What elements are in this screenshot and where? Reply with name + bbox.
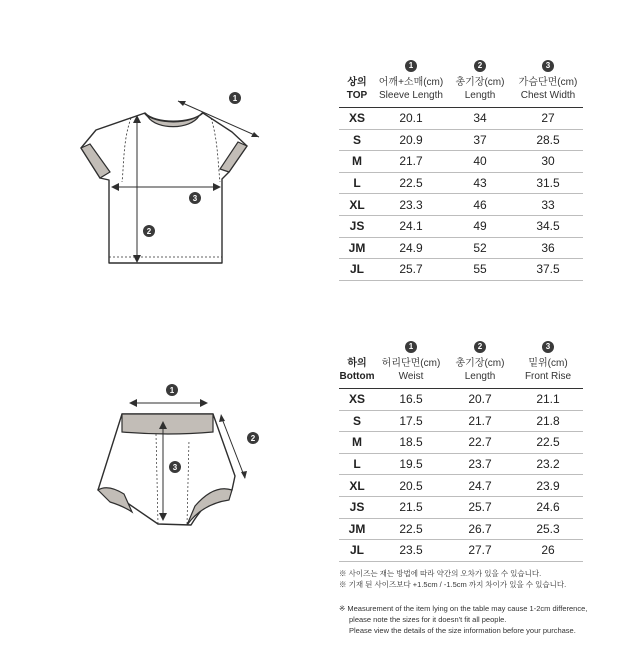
category-cell (339, 333, 375, 389)
value-cell: 18.5 (375, 432, 447, 454)
svg-text:3: 3 (172, 463, 178, 472)
bottom-table-header (339, 333, 583, 389)
size-cell: JM (339, 518, 375, 540)
table-row (339, 432, 583, 454)
column-header (513, 52, 583, 108)
value-cell: 40 (447, 151, 513, 173)
value-cell: 36 (513, 237, 583, 259)
value-cell: 49 (447, 215, 513, 237)
value-cell: 20.7 (447, 389, 513, 411)
table-row (339, 108, 583, 130)
marker-3-badge (169, 461, 181, 473)
value-cell: 22.5 (375, 172, 447, 194)
svg-text:2: 2 (250, 434, 256, 443)
size-cell: JS (339, 496, 375, 518)
value-cell: 24.7 (447, 475, 513, 497)
header-en: Chest Width (520, 90, 576, 101)
value-cell: 22.5 (513, 432, 583, 454)
note-line: ※ 기재 된 사이즈보다 +1.5cm / -1.5cm 까지 차이가 있을 수 있습니다. (339, 580, 567, 589)
value-cell: 26 (513, 540, 583, 562)
svg-text:1: 1 (232, 94, 238, 103)
table-row (339, 259, 583, 281)
note-line: ※ 사이즈는 재는 방법에 따라 약간의 오차가 있을 수 있습니다. (339, 569, 542, 578)
header-en: Length (464, 371, 496, 382)
korean-notes (339, 568, 566, 590)
top-table-header (339, 52, 583, 108)
arrowhead (241, 471, 247, 479)
arrowhead (200, 399, 208, 407)
value-cell: 22.5 (375, 518, 447, 540)
value-cell: 23.7 (447, 453, 513, 475)
value-cell: 21.7 (375, 151, 447, 173)
table-row (339, 172, 583, 194)
table-row (339, 129, 583, 151)
category-kr: 하의 (347, 358, 367, 369)
header-en: Weist (398, 371, 424, 382)
note-line: Please view the details of the size information before your purchase. (349, 626, 576, 635)
shorts-diagram (0, 330, 300, 630)
value-cell: 31.5 (513, 172, 583, 194)
note-line: please note the sizes for it doesn't fit all people. (349, 615, 507, 624)
table-row (339, 237, 583, 259)
value-cell: 28.5 (513, 129, 583, 151)
marker-2-badge (143, 225, 155, 237)
column-header (447, 52, 513, 108)
english-notes (339, 603, 587, 636)
column-header (375, 52, 447, 108)
table-row (339, 215, 583, 237)
column-header (513, 333, 583, 389)
value-cell: 55 (447, 259, 513, 281)
value-cell: 37 (447, 129, 513, 151)
table-row (339, 453, 583, 475)
table-row (339, 540, 583, 562)
value-cell: 21.5 (375, 496, 447, 518)
number-badge: 1 (405, 60, 417, 72)
number-badge: 3 (542, 60, 554, 72)
value-cell: 23.3 (375, 194, 447, 216)
table-row (339, 475, 583, 497)
value-cell: 24.6 (513, 496, 583, 518)
table-row (339, 496, 583, 518)
size-cell: XL (339, 475, 375, 497)
number-badge: 1 (405, 341, 417, 353)
number-badge: 2 (474, 60, 486, 72)
value-cell: 43 (447, 172, 513, 194)
size-cell: XS (339, 108, 375, 130)
value-cell: 46 (447, 194, 513, 216)
header-en: Sleeve Length (379, 90, 443, 101)
top-size-table (339, 52, 583, 281)
bottom-size-table (339, 333, 583, 562)
size-cell: XL (339, 194, 375, 216)
marker-1-badge (229, 92, 241, 104)
waistband (122, 414, 213, 434)
value-cell: 20.1 (375, 108, 447, 130)
value-cell: 19.5 (375, 453, 447, 475)
table-row (339, 151, 583, 173)
table-row (339, 389, 583, 411)
size-cell: JL (339, 259, 375, 281)
size-cell: M (339, 151, 375, 173)
value-cell: 34.5 (513, 215, 583, 237)
header-kr: 총기장(cm) (455, 77, 505, 88)
value-cell: 17.5 (375, 410, 447, 432)
category-kr: 상의 (347, 77, 367, 88)
size-cell: L (339, 172, 375, 194)
size-cell: S (339, 129, 375, 151)
value-cell: 21.1 (513, 389, 583, 411)
value-cell: 37.5 (513, 259, 583, 281)
value-cell: 25.7 (375, 259, 447, 281)
value-cell: 30 (513, 151, 583, 173)
header-kr: 어깨+소매(cm) (378, 77, 444, 88)
size-cell: JM (339, 237, 375, 259)
value-cell: 52 (447, 237, 513, 259)
size-cell: XS (339, 389, 375, 411)
marker-2-badge (247, 432, 259, 444)
svg-text:3: 3 (192, 194, 198, 203)
header-kr: 총기장(cm) (455, 358, 505, 369)
header-en: Front Rise (524, 371, 572, 382)
header-kr: 밑위(cm) (528, 358, 568, 369)
arrowhead (219, 414, 225, 422)
size-cell: L (339, 453, 375, 475)
table-row (339, 410, 583, 432)
column-header (375, 333, 447, 389)
value-cell: 33 (513, 194, 583, 216)
note-line: ※ Measurement of the item lying on the table may cause 1-2cm difference, (339, 604, 588, 613)
table-row (339, 194, 583, 216)
column-header (447, 333, 513, 389)
value-cell: 16.5 (375, 389, 447, 411)
header-kr: 가슴단면(cm) (518, 77, 578, 88)
size-cell: M (339, 432, 375, 454)
size-cell: JL (339, 540, 375, 562)
value-cell: 34 (447, 108, 513, 130)
category-en: Bottom (339, 371, 375, 382)
number-badge: 2 (474, 341, 486, 353)
value-cell: 21.8 (513, 410, 583, 432)
tshirt-outline (81, 113, 247, 263)
svg-text:2: 2 (146, 227, 152, 236)
value-cell: 25.3 (513, 518, 583, 540)
value-cell: 24.1 (375, 215, 447, 237)
value-cell: 21.7 (447, 410, 513, 432)
marker-3-badge (189, 192, 201, 204)
value-cell: 20.5 (375, 475, 447, 497)
value-cell: 22.7 (447, 432, 513, 454)
category-cell (339, 52, 375, 108)
value-cell: 23.9 (513, 475, 583, 497)
number-badge: 3 (542, 341, 554, 353)
value-cell: 25.7 (447, 496, 513, 518)
header-en: Length (464, 90, 496, 101)
value-cell: 20.9 (375, 129, 447, 151)
value-cell: 26.7 (447, 518, 513, 540)
size-cell: JS (339, 215, 375, 237)
value-cell: 27.7 (447, 540, 513, 562)
size-cell: S (339, 410, 375, 432)
value-cell: 27 (513, 108, 583, 130)
header-kr: 허리단면(cm) (381, 358, 441, 369)
category-en: TOP (346, 90, 368, 101)
value-cell: 23.2 (513, 453, 583, 475)
value-cell: 24.9 (375, 237, 447, 259)
tshirt-diagram (0, 0, 300, 290)
value-cell: 23.5 (375, 540, 447, 562)
svg-text:1: 1 (169, 386, 175, 395)
arrowhead (129, 399, 137, 407)
table-row (339, 518, 583, 540)
marker-1-badge (166, 384, 178, 396)
